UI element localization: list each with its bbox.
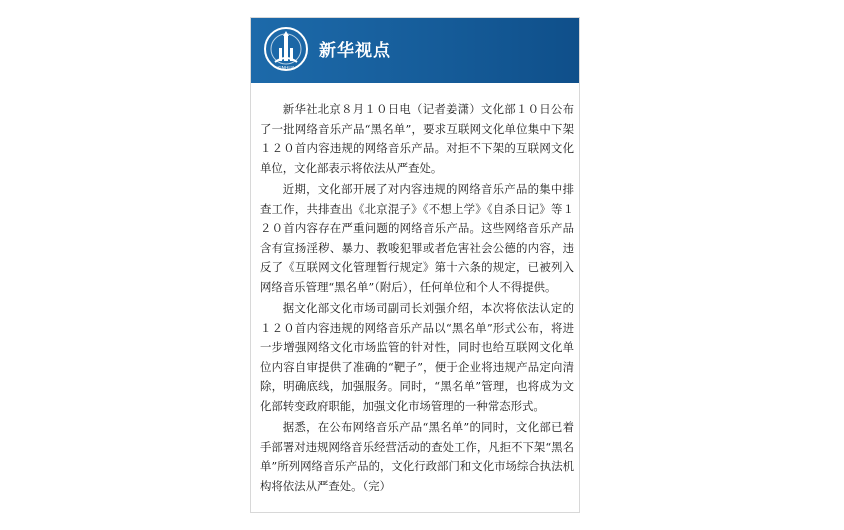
article-paragraph: 据悉，在公布网络音乐产品“黑名单”的同时，文化部已着手部署对违规网络音乐经营活动的查处工作，凡拒不下架“黑名单”所列网络音乐产品的，文化行政部门和文化市场综合执法机构将依法从严查处。（完）: [260, 420, 574, 493]
news-article-card: [250, 17, 580, 513]
article-paragraph: 据文化部文化市场司副司长刘强介绍，本次将依法认定的１２０首内容违规的网络音乐产品以“黑名单”形式公布，将进一步增强网络文化市场监管的针对性，同时也给互联网文化单位内容自审提供了准确的“靶子”，便于企业将违规产品定向清除，明确底线，加强服务。同时，“黑名单”管理，也将成为文化部转变政府职能，加强文化市场管理的一种常态形式。: [260, 301, 574, 413]
article-paragraph: 新华社北京８月１０日电（记者姜潇）文化部１０日公布了一批网络音乐产品“黑名单”，要求互联网文化单位集中下架１２０首内容违规的网络音乐产品。对拒不下架的互联网文化单位，文化部表示将依法从严查处。: [260, 102, 574, 175]
article-body: [260, 100, 574, 498]
brand-title: 新华视点: [319, 41, 391, 61]
xinhua-logo-icon: [263, 26, 309, 72]
article-paragraph: 近期，文化部开展了对内容违规的网络音乐产品的集中排查工作，共排查出《北京混子》《不想上学》《自杀日记》等１２０首内容存在严重问题的网络音乐产品。这些网络音乐产品含有宣扬淫秽、暴力、教唆犯罪或者危害社会公德的内容，违反了《互联网文化管理暂行规定》第十六条的规定，已被列入网络音乐管理“黑名单”（附后），任何单位和个人不得提供。: [260, 182, 574, 294]
header-banner: [251, 18, 580, 83]
logo-lettering: XINHUA: [277, 66, 295, 72]
